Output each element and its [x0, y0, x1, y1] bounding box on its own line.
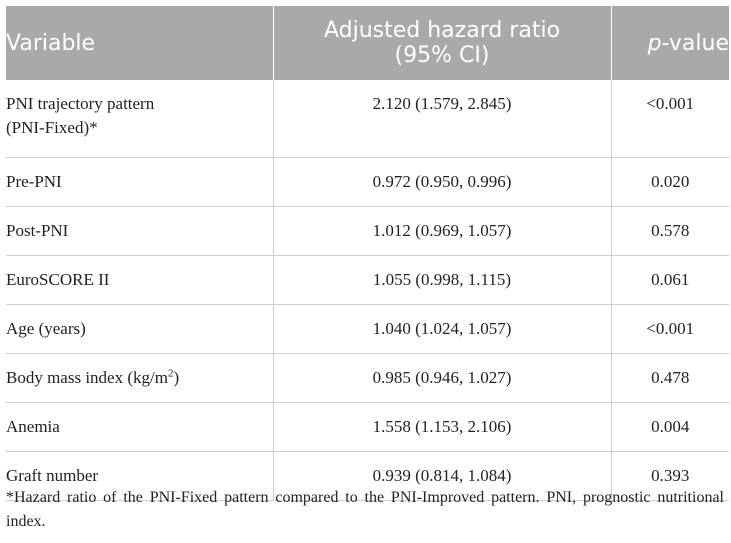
variable-prefix: Body mass index (kg/m: [6, 367, 168, 387]
table-row: [6, 255, 729, 304]
cell-hazard-ratio: 0.985 (0.946, 1.027): [273, 353, 611, 402]
table-row: [6, 353, 729, 402]
header-p-suffix: -value: [661, 30, 729, 56]
cell-p-value: 0.393: [611, 451, 729, 500]
header-p-value: [611, 6, 729, 80]
header-hazard-line1: Adjusted hazard ratio: [323, 18, 561, 43]
cell-p-value: <0.001: [611, 304, 729, 353]
table-row: [6, 206, 729, 255]
table-row: [6, 304, 729, 353]
cell-p-value: 0.061: [611, 255, 729, 304]
table-container: [6, 6, 729, 501]
cell-hazard-ratio: 1.040 (1.024, 1.057): [273, 304, 611, 353]
header-hazard-ratio: [273, 6, 611, 80]
cell-hazard-ratio: 1.055 (0.998, 1.115): [273, 255, 611, 304]
cell-variable: Age (years): [6, 304, 273, 353]
table-row: [6, 402, 729, 451]
cell-variable: Pre-PNI: [6, 157, 273, 206]
cell-variable: Graft number: [6, 451, 273, 500]
hazard-ratio-table: [6, 6, 729, 501]
cell-hazard-ratio: 0.972 (0.950, 0.996): [273, 157, 611, 206]
cell-p-value: 0.004: [611, 402, 729, 451]
cell-variable: [6, 353, 273, 402]
cell-variable: EuroSCORE II: [6, 255, 273, 304]
variable-superscript: 2: [167, 366, 174, 379]
header-row: [6, 6, 729, 80]
cell-hazard-ratio: 0.939 (0.814, 1.084): [273, 451, 611, 500]
header-hazard-line2: (95% CI): [394, 43, 490, 68]
cell-p-value: 0.478: [611, 353, 729, 402]
variable-line1: PNI trajectory pattern: [6, 94, 155, 113]
variable-line2: (PNI-Fixed)*: [6, 118, 98, 137]
cell-hazard-ratio: 1.558 (1.153, 2.106): [273, 402, 611, 451]
cell-p-value: 0.020: [611, 157, 729, 206]
table-row: [6, 80, 729, 157]
cell-p-value: <0.001: [611, 80, 729, 157]
cell-variable: Post-PNI: [6, 206, 273, 255]
header-variable: Variable: [6, 6, 273, 80]
table-row: [6, 157, 729, 206]
cell-hazard-ratio: 1.012 (0.969, 1.057): [273, 206, 611, 255]
variable-suffix: ): [173, 367, 180, 387]
cell-variable: Anemia: [6, 402, 273, 451]
cell-variable: [6, 80, 273, 157]
cell-hazard-ratio: 2.120 (1.579, 2.845): [273, 80, 611, 157]
table-footnote: *Hazard ratio of the PNI-Fixed pattern compared to the PNI-Improved pattern. PNI, prognostic nutritional index.: [6, 489, 724, 530]
cell-p-value: 0.578: [611, 206, 729, 255]
header-p-italic: p: [647, 30, 662, 56]
